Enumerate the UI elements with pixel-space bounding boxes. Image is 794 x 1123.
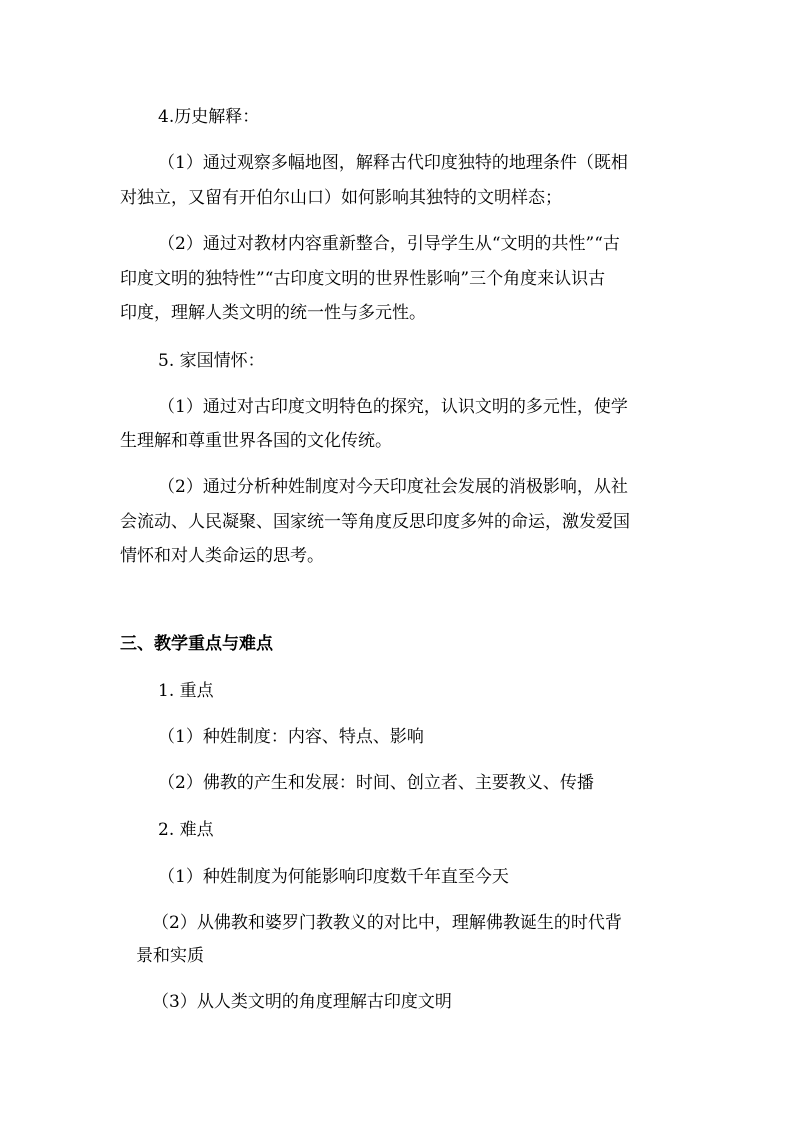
difficulty-heading: 2. 难点 [158,820,214,840]
difficulty-item-2-line-2: 景和实质 [136,946,204,966]
focus-item-1: （1）种姓制度：内容、特点、影响 [158,727,424,747]
section-heading-patriotism: 5. 家国情怀： [158,351,265,371]
patriotism-item-1-line-2: 生理解和尊重世界各国的文化传统。 [120,431,392,451]
difficulty-item-3: （3）从人类文明的角度理解古印度文明 [152,992,452,1012]
section-heading-history-interpretation: 4.历史解释： [158,107,260,127]
history-item-1-line-2: 对独立，又留有开伯尔山口）如何影响其独特的文明样态； [120,188,562,208]
difficulty-item-1: （1）种姓制度为何能影响印度数千年直至今天 [158,867,509,887]
history-item-2-line-1: （2）通过对教材内容重新整合，引导学生从“文明的共性”“古 [158,234,620,254]
history-item-2-line-3: 印度，理解人类文明的统一性与多元性。 [120,303,426,323]
patriotism-item-1-line-1: （1）通过对古印度文明特色的探究，认识文明的多元性，使学 [158,397,628,417]
patriotism-item-2-line-2: 会流动、人民凝聚、国家统一等角度反思印度多舛的命运，激发爱国 [120,512,630,532]
history-item-1-line-1: （1）通过观察多幅地图，解释古代印度独特的地理条件（既相 [158,153,628,173]
history-item-2-line-2: 印度文明的独特性”“古印度文明的世界性影响”三个角度来认识古 [120,269,606,289]
focus-item-2: （2）佛教的产生和发展：时间、创立者、主要教义、传播 [158,773,594,793]
patriotism-item-2-line-3: 情怀和对人类命运的思考。 [120,546,324,566]
focus-heading: 1. 重点 [158,681,214,701]
patriotism-item-2-line-1: （2）通过分析种姓制度对今天印度社会发展的消极影响，从社 [158,477,628,497]
section-heading-key-points: 三、教学重点与难点 [120,634,273,654]
difficulty-item-2-line-1: （2）从佛教和婆罗门教教义的对比中，理解佛教诞生的时代背 [152,913,622,933]
